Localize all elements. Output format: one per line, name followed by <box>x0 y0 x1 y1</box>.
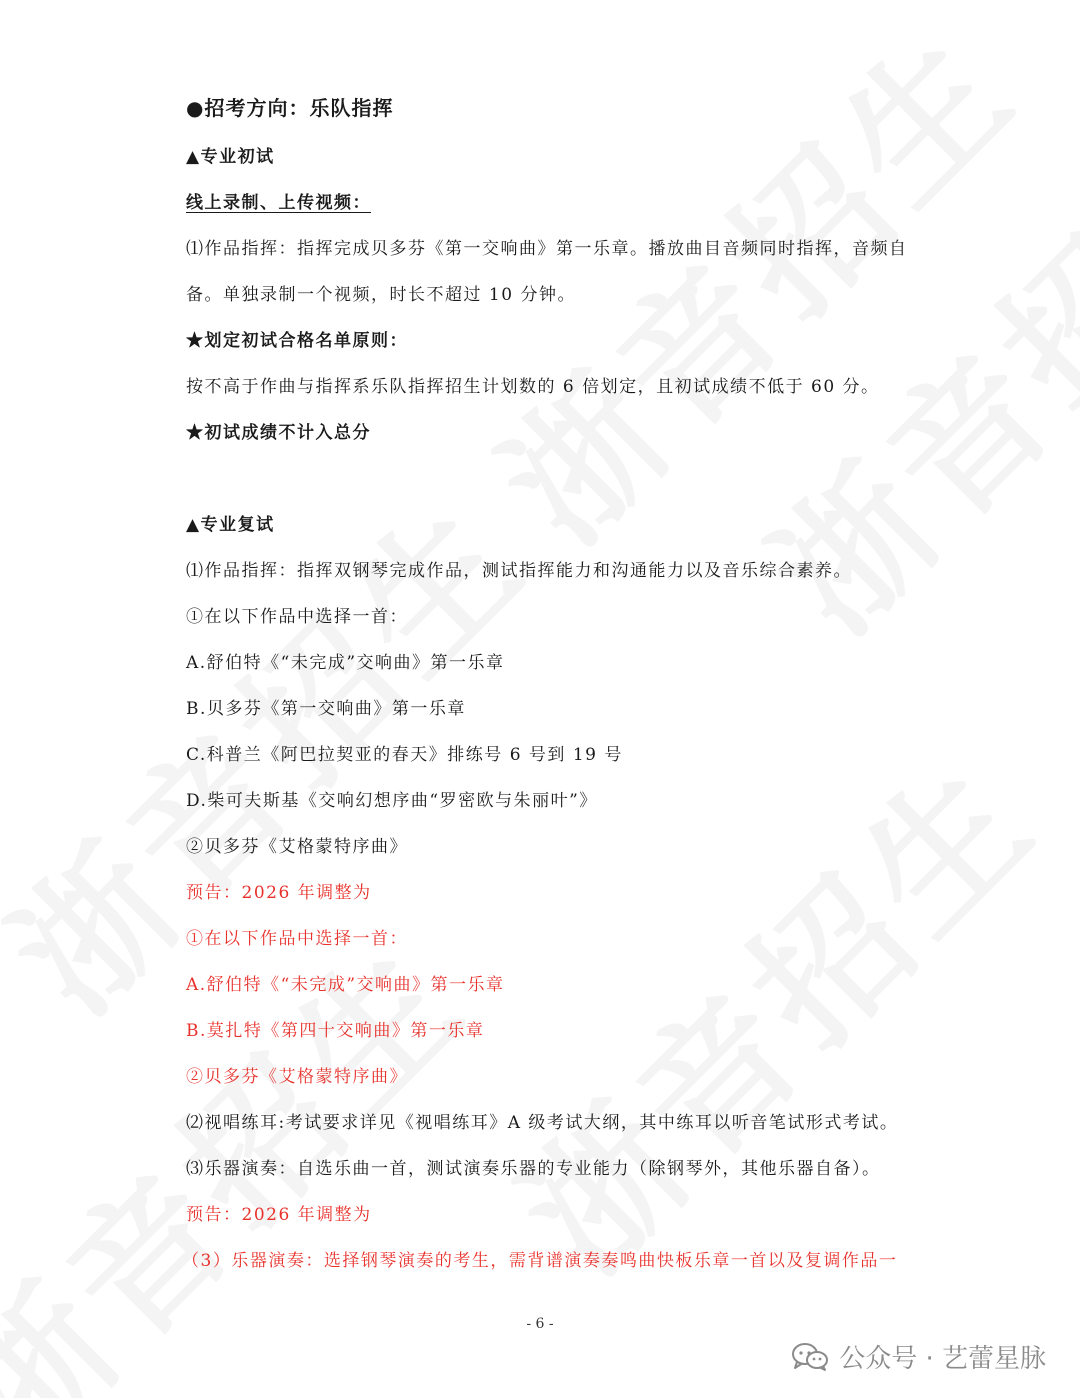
prelim-title: ▲专业初试 <box>186 147 275 167</box>
pass-rule-text: 按不高于作曲与指挥系乐队指挥招生计划数的 6 倍划定，且初试成绩不低于 60 分。 <box>186 377 880 397</box>
retest-title: ▲专业复试 <box>186 515 275 535</box>
notice-choose: ①在以下作品中选择一首： <box>186 929 408 949</box>
section-heading: ●招考方向：乐队指挥 <box>186 96 394 120</box>
page-number: - 6 - <box>526 1316 554 1332</box>
score-note: ★初试成绩不计入总分 <box>186 423 371 443</box>
wechat-account-label: 公众号 · 艺蕾星脉 <box>839 1344 1046 1374</box>
retest-option-a: A.舒伯特《“未完成”交响曲》第一乐章 <box>186 653 505 673</box>
online-title: 线上录制、上传视频： <box>186 193 371 213</box>
pass-rule-title: ★划定初试合格名单原则： <box>186 331 408 351</box>
notice-option-a: A.舒伯特《“未完成”交响曲》第一乐章 <box>186 975 505 995</box>
notice-option-b: B.莫扎特《第四十交响曲》第一乐章 <box>186 1021 485 1041</box>
retest-item-1: ⑴作品指挥：指挥双钢琴完成作品，测试指挥能力和沟通能力以及音乐综合素养。 <box>186 561 852 581</box>
retest-choose: ①在以下作品中选择一首： <box>186 607 408 627</box>
retest-item-3: ⑶乐器演奏：自选乐曲一首，测试演奏乐器的专业能力（除钢琴外，其他乐器自备）。 <box>186 1159 881 1179</box>
retest-item-1-2: ②贝多芬《艾格蒙特序曲》 <box>186 837 408 857</box>
retest-option-d: D.柴可夫斯基《交响幻想序曲“罗密欧与朱丽叶”》 <box>186 791 598 811</box>
retest-option-c: C.科普兰《阿巴拉契亚的春天》排练号 6 号到 19 号 <box>186 745 623 765</box>
notice-item-3: （3）乐器演奏：选择钢琴演奏的考生，需背谱演奏奏鸣曲快板乐章一首以及复调作品一 <box>182 1251 898 1271</box>
notice-2026-second: 预告：2026 年调整为 <box>186 1205 372 1225</box>
wechat-icon <box>791 1342 829 1372</box>
prelim-item-1-line2: 备。单独录制一个视频，时长不超过 10 分钟。 <box>186 285 576 305</box>
prelim-item-1-line1: ⑴作品指挥：指挥完成贝多芬《第一交响曲》第一乐章。播放曲目音频同时指挥，音频自 <box>186 239 908 259</box>
retest-item-2: ⑵视唱练耳:考试要求详见《视唱练耳》A 级考试大纲，其中练耳以听音笔试形式考试。 <box>186 1113 899 1133</box>
wechat-account-badge[interactable] <box>791 1338 1046 1375</box>
notice-item-2: ②贝多芬《艾格蒙特序曲》 <box>186 1067 408 1087</box>
notice-2026: 预告：2026 年调整为 <box>186 883 372 903</box>
retest-option-b: B.贝多芬《第一交响曲》第一乐章 <box>186 699 466 719</box>
